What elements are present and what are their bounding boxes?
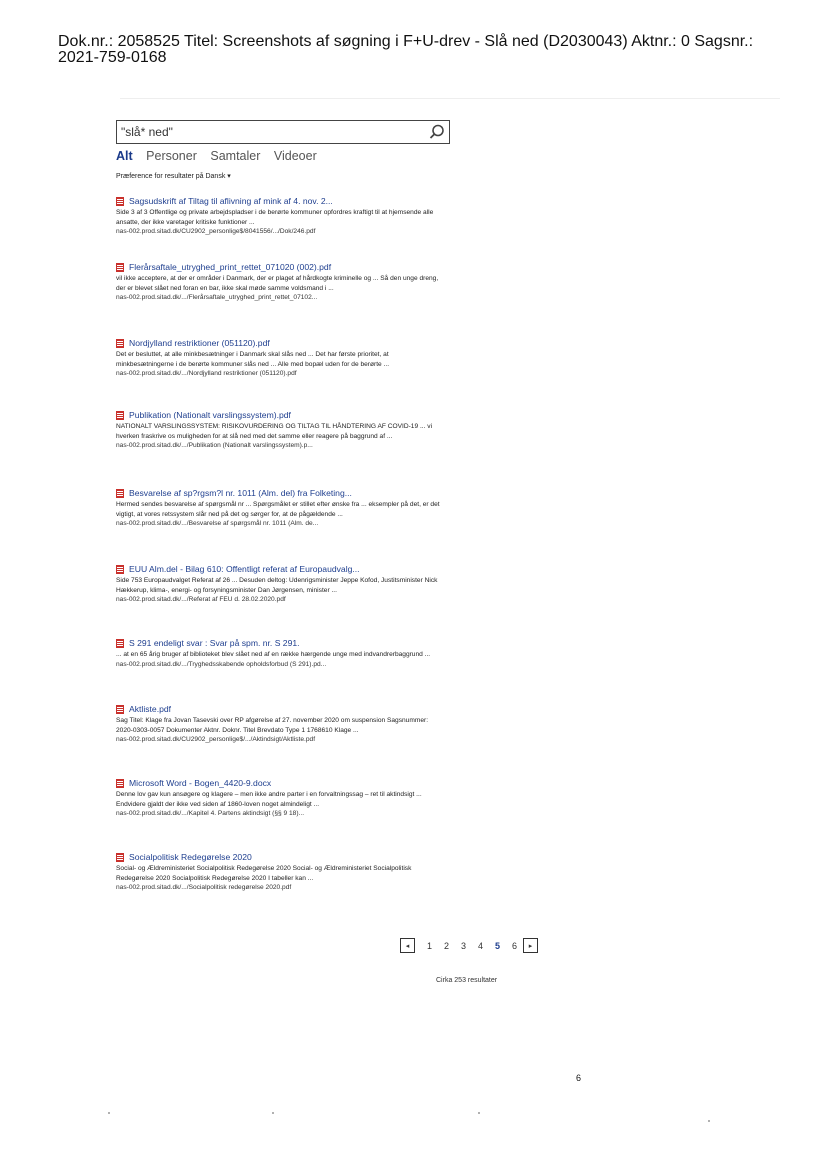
search-result-title-link[interactable] bbox=[116, 338, 456, 348]
language-preference[interactable] bbox=[116, 172, 231, 180]
search-result-title: Publikation (Nationalt varslingssystem).pdf bbox=[129, 410, 291, 420]
search-result-title: Besvarelse af sp?rgsm?l nr. 1011 (Alm. del) fra Folketing... bbox=[129, 488, 352, 498]
tab-videoer[interactable]: Videoer bbox=[273, 149, 317, 163]
search-result-snippet: NATIONALT VARSLINGSSYSTEM: RISIKOVURDERING OG TILTAG TIL HÅNDTERING AF COVID-19 ... vi hverken fraskrive os muligheden for at slå ned med det samme eller reagere på baggrund af ... bbox=[116, 423, 433, 440]
search-result-url: nas-002.prod.sitad.dk/.../Socialpolitisk redegørelse 2020.pdf bbox=[116, 884, 292, 892]
search-result-url: nas-002.prod.sitad.dk/.../Besvarelse af spørgsmål nr. 1011 (Alm. de... bbox=[116, 520, 319, 528]
page-link-4[interactable]: 4 bbox=[477, 940, 483, 951]
search-result-url: nas-002.prod.sitad.dk/.../Tryghedsskabende opholdsforbud (S 291).pd... bbox=[116, 660, 327, 668]
search-result bbox=[116, 638, 456, 669]
search-result-title-link[interactable] bbox=[116, 564, 456, 574]
pdf-icon bbox=[116, 565, 124, 574]
search-result bbox=[116, 778, 456, 818]
search-result bbox=[116, 262, 456, 302]
document-header-line1: Dok.nr.: 2058525 Titel: Screenshots af søgning i F+U-drev - Slå ned (D2030043) Aktnr.: 0 Sagsnr.: bbox=[58, 33, 754, 50]
result-count: Cirka 253 resultater bbox=[436, 977, 498, 984]
page-link-6[interactable]: 6 bbox=[511, 940, 517, 951]
scan-artifact-line bbox=[120, 98, 780, 99]
page-link-5-current[interactable]: 5 bbox=[494, 940, 500, 951]
search-result bbox=[116, 852, 456, 892]
search-scope-tabs bbox=[116, 149, 327, 163]
search-result-url: nas-002.prod.sitad.dk/.../Flerårsaftale_utryghed_print_rettet_07102... bbox=[116, 294, 318, 302]
search-result-url: nas-002.prod.sitad.dk/.../Nordjylland restriktioner (051120).pdf bbox=[116, 370, 297, 378]
page-link-3[interactable]: 3 bbox=[460, 940, 466, 951]
pagination-prev-button[interactable]: ◂ bbox=[400, 938, 415, 953]
search-result-url: nas-002.prod.sitad.dk/.../Referat af FEU d. 28.02.2020.pdf bbox=[116, 596, 286, 604]
search-result bbox=[116, 196, 456, 236]
pagination-next-button[interactable]: ▸ bbox=[523, 938, 538, 953]
search-result-title-link[interactable] bbox=[116, 778, 456, 788]
scan-artifact-dot bbox=[708, 1120, 710, 1122]
search-result-snippet: Hermed sendes besvarelse af spørgsmål nr ... Spørgsmålet er stillet efter ønske fra ... eksempler på det, er det vigtigt, at vores retssystem slår ned på det og sørger for, at de pågældende ... bbox=[116, 501, 440, 518]
search-result-title-link[interactable] bbox=[116, 852, 456, 862]
scan-artifact-dot bbox=[478, 1112, 480, 1114]
page-number: 6 bbox=[576, 1073, 582, 1083]
search-result-snippet: vil ikke acceptere, at der er områder i Danmark, der er plaget af hårdkogte kriminelle og ... Så den unge dreng, der er blevet slået ned foran en bar, ikke skal møde samme voldsmand i ... bbox=[116, 275, 439, 292]
search-result-title: Sagsudskrift af Tiltag til aflivning af mink af 4. nov. 2... bbox=[129, 196, 333, 206]
search-result-snippet: Social- og Ældreministeriet Socialpolitisk Redegørelse 2020 Social- og Ældreministeriet Socialpolitisk Redegørelse 2020 Socialpolitisk Redegørelse 2020 I tabeller kan ... bbox=[116, 865, 412, 882]
search-result bbox=[116, 488, 456, 528]
pdf-icon bbox=[116, 705, 124, 714]
scan-artifact-dot bbox=[272, 1112, 274, 1114]
page-link-2[interactable]: 2 bbox=[443, 940, 449, 951]
search-result-snippet: Sag Titel: Klage fra Jovan Tasevski over RP afgørelse af 27. november 2020 om suspension Sagsnummer: 2020-0303-0057 Dokumenter Aktnr. Doknr. Titel Brevdato Type 1 1768610 Klage ... bbox=[116, 717, 429, 734]
search-result-title-link[interactable] bbox=[116, 262, 456, 272]
scan-artifact-dot bbox=[108, 1112, 110, 1114]
search-result-snippet: ... at en 65 årig bruger af biblioteket blev slået ned af en række hærgende unge med indvandrerbaggrund ... bbox=[116, 651, 431, 658]
search-result-title-link[interactable] bbox=[116, 638, 456, 648]
search-result-title: Nordjylland restriktioner (051120).pdf bbox=[129, 338, 270, 348]
tab-samtaler[interactable]: Samtaler bbox=[210, 149, 261, 163]
pdf-icon bbox=[116, 197, 124, 206]
pdf-icon bbox=[116, 639, 124, 648]
search-result-url: nas-002.prod.sitad.dk/.../Publikation (Nationalt varslingssystem).p... bbox=[116, 442, 313, 450]
pdf-icon bbox=[116, 339, 124, 348]
tab-alt[interactable]: Alt bbox=[116, 149, 133, 163]
document-header bbox=[58, 34, 798, 66]
pdf-icon bbox=[116, 263, 124, 272]
search-result bbox=[116, 704, 456, 744]
search-result-title: Socialpolitisk Redegørelse 2020 bbox=[129, 852, 252, 862]
language-preference-label: Præference for resultater på Dansk bbox=[116, 173, 226, 180]
search-result-title-link[interactable] bbox=[116, 704, 456, 714]
search-result-url: nas-002.prod.sitad.dk/CU2902_personlige$/.../Aktindsigt/Aktliste.pdf bbox=[116, 736, 316, 744]
search-result-title-link[interactable] bbox=[116, 196, 456, 206]
search-result-snippet: Side 3 af 3 Offentlige og private arbejdspladser i de berørte kommuner opfordres kraftigt til at hjemsende alle ansatte, der ikke varetager kritiske funktioner ... bbox=[116, 209, 434, 226]
page-link-1[interactable]: 1 bbox=[426, 940, 432, 951]
tab-personer[interactable]: Personer bbox=[146, 149, 197, 163]
search-result-snippet: Side 753 Europaudvalget Referat af 26 ... Desuden deltog: Udenrigsminister Jeppe Kofod, Justitsminister Nick Hækkerup, klima-, energi- og forsyningsminister Dan Jørgensen, minister ... bbox=[116, 577, 438, 594]
pagination bbox=[400, 938, 538, 953]
search-result-title: Microsoft Word - Bogen_4420-9.docx bbox=[129, 778, 272, 788]
search-result-url: nas-002.prod.sitad.dk/.../Kapitel 4. Partens aktindsigt (§§ 9 18)... bbox=[116, 810, 305, 818]
search-result-title: Flerårsaftale_utryghed_print_rettet_071020 (002).pdf bbox=[129, 262, 332, 272]
search-icon[interactable] bbox=[428, 123, 446, 141]
pdf-icon bbox=[116, 779, 124, 788]
pdf-icon bbox=[116, 853, 124, 862]
search-result-snippet: Det er besluttet, at alle minkbesætninger i Danmark skal slås ned ... Det har første prioritet, at minkbesætningerne i de berørte kommuner slås ned ... Alle med bopæl uden for de berørte ... bbox=[116, 351, 390, 368]
search-result-title: Aktliste.pdf bbox=[129, 704, 172, 714]
search-result-title-link[interactable] bbox=[116, 410, 456, 420]
document-header-line2: 2021-759-0168 bbox=[58, 49, 167, 66]
pdf-icon bbox=[116, 411, 124, 420]
search-result-title-link[interactable] bbox=[116, 488, 456, 498]
caret-down-icon: ▾ bbox=[227, 173, 231, 180]
search-result bbox=[116, 564, 456, 604]
search-input[interactable] bbox=[121, 123, 421, 141]
search-result bbox=[116, 410, 456, 450]
search-result-title: S 291 endeligt svar : Svar på spm. nr. S 291. bbox=[129, 638, 300, 648]
search-box bbox=[116, 120, 450, 144]
pdf-icon bbox=[116, 489, 124, 498]
search-result-snippet: Denne lov gav kun ansøgere og klagere – men ikke andre parter i en forvaltningssag – ret til aktindsigt ... Endvidere gjaldt der ikke ved siden af 1860-loven noget almindeligt ... bbox=[116, 791, 422, 808]
search-result bbox=[116, 338, 456, 378]
search-result-url: nas-002.prod.sitad.dk/CU2902_personlige$/8041556/.../Dok/246.pdf bbox=[116, 228, 316, 236]
search-result-title: EUU Alm.del - Bilag 610: Offentligt referat af Europaudvalg... bbox=[129, 564, 360, 574]
